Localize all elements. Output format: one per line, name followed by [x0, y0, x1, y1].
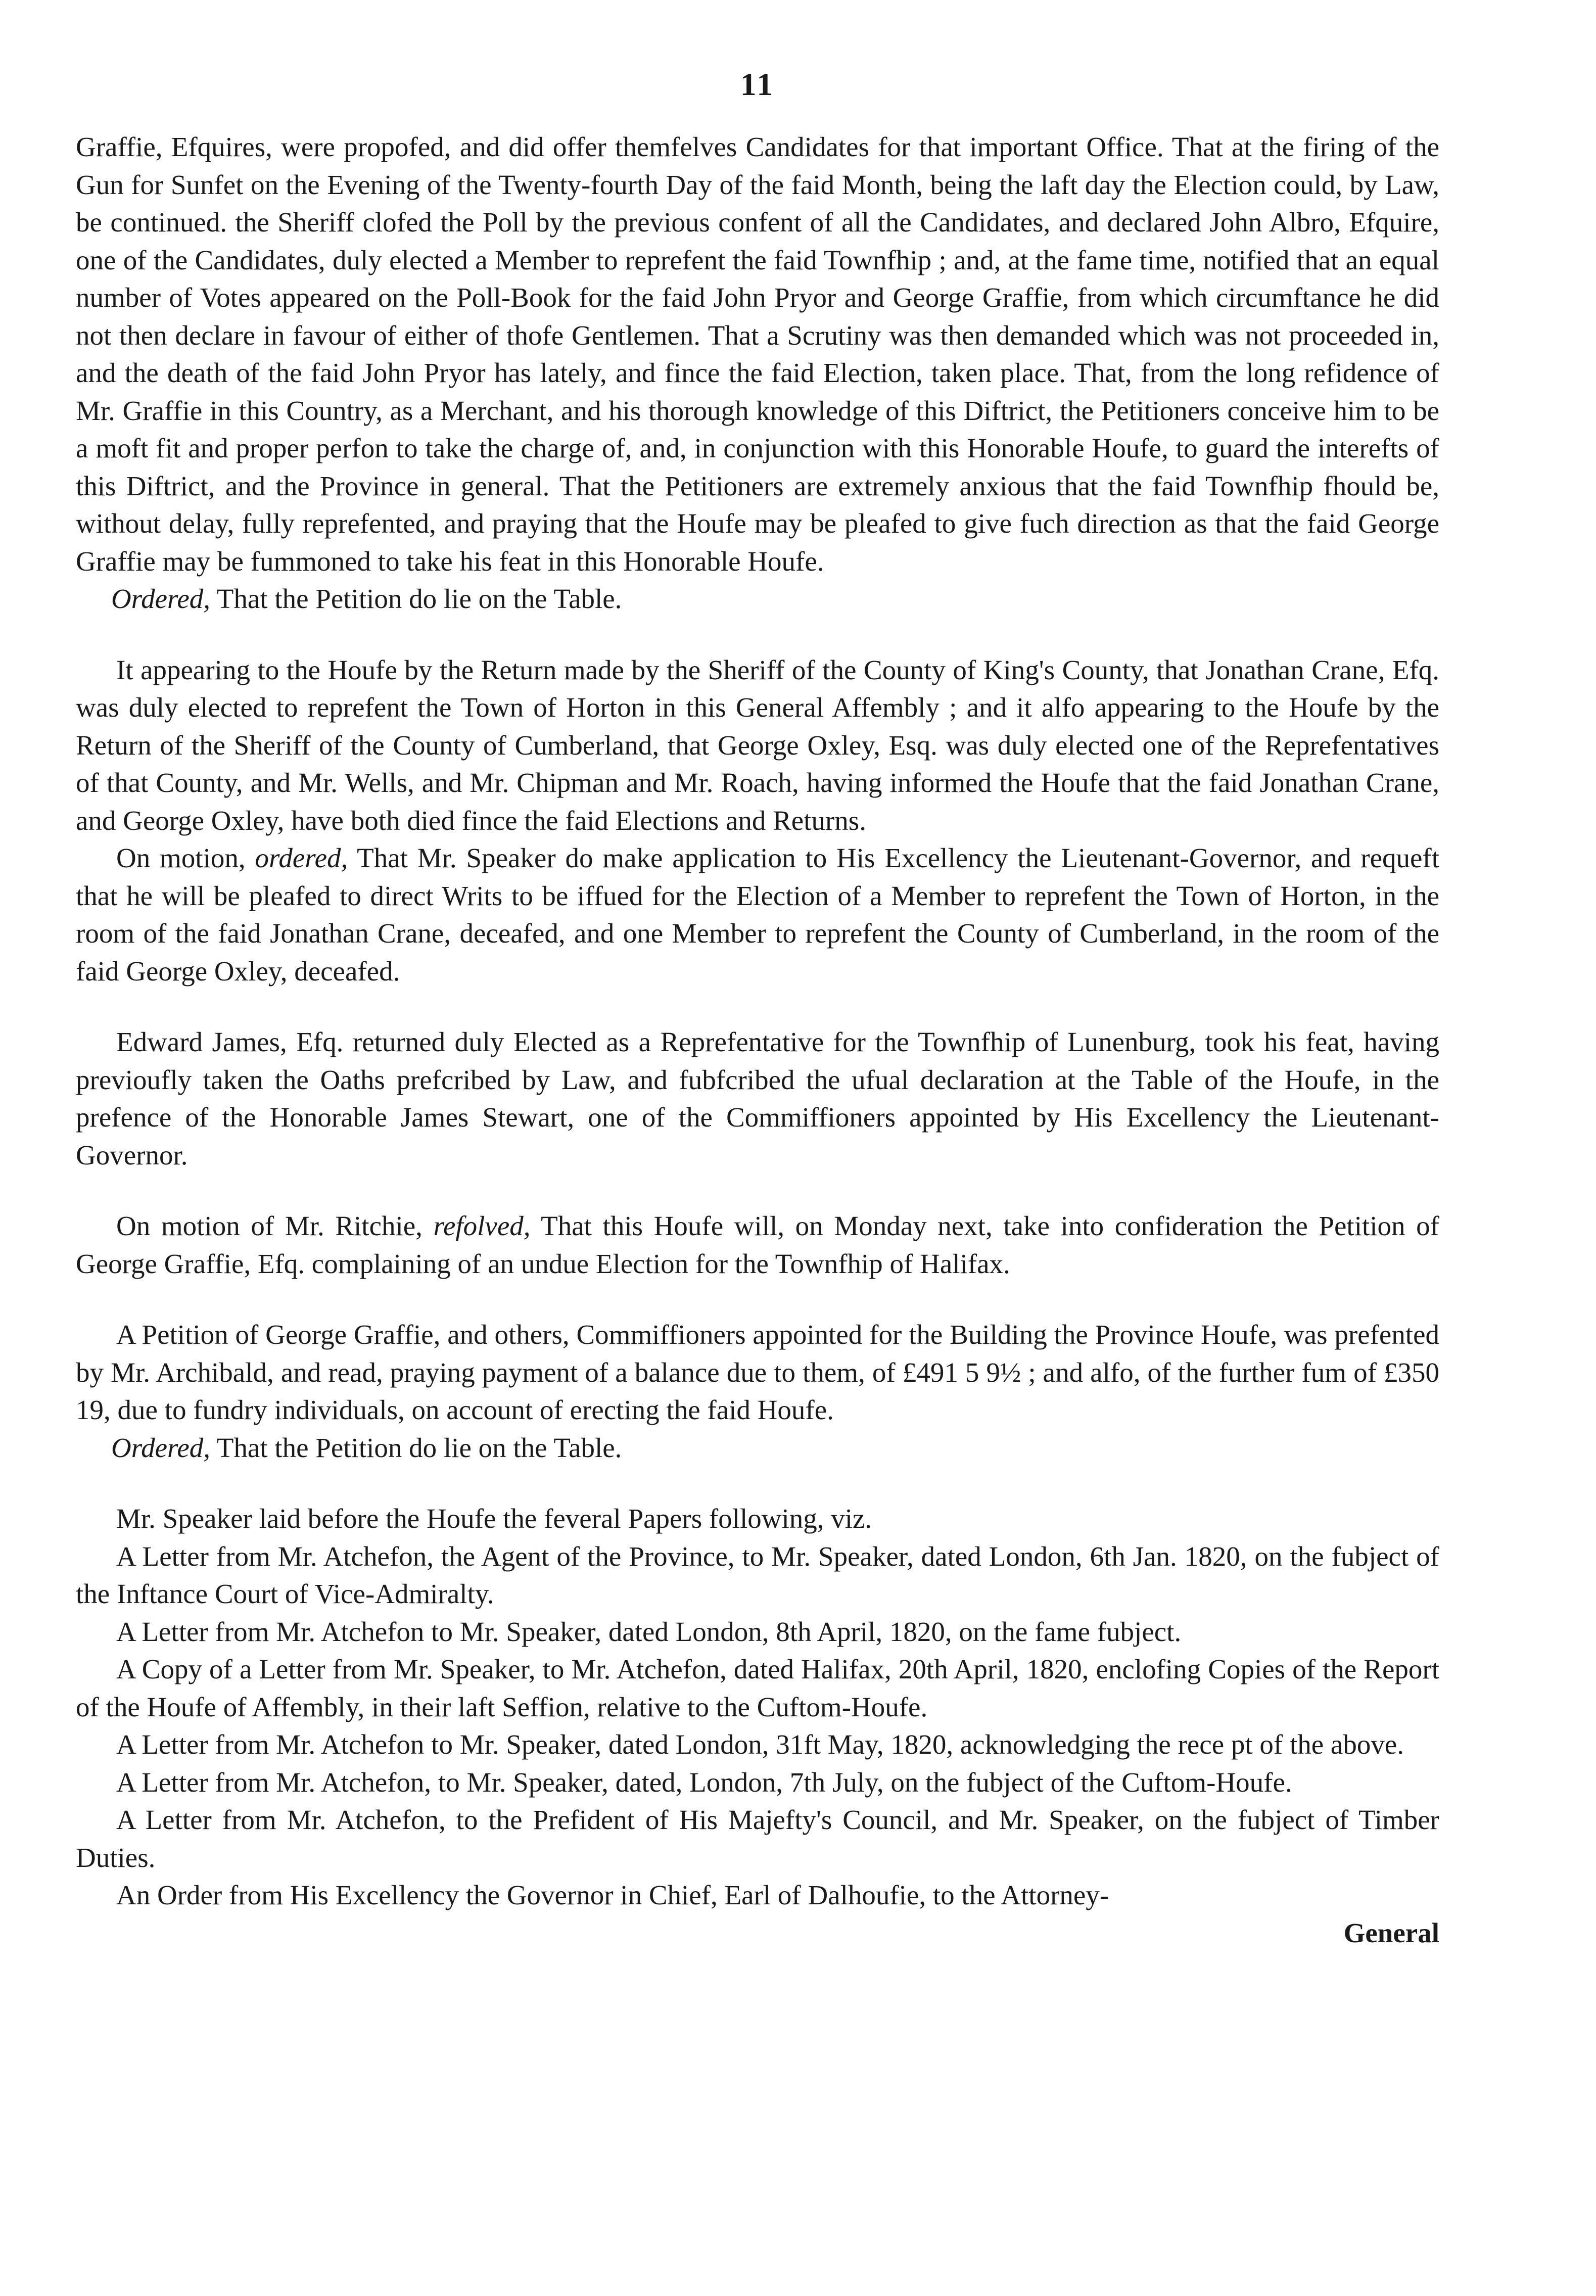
paper-item: A Letter from Mr. Atchefon, to Mr. Speaker, dated, London, 7th July, on the fubject of the Cuftom-Houfe. — [116, 1766, 1292, 1798]
paper-item: A Letter from Mr. Atchefon, to the Prefident of His Majefty's Council, and Mr. Speaker, on the fubject of Timber Duties. — [76, 1804, 1439, 1873]
order-text-2: That the Petition do lie on the Table. — [216, 1432, 622, 1463]
order-text: That the Petition do lie on the Table. — [216, 583, 622, 614]
motion-text: That Mr. Speaker do make application to His Excellency the Lieutenant-Governor, and requeft that he will be pleafed to direct Writs to be iffued for the Election of a Member to reprefent the Town of Horton, in the room of the faid Jonathan Crane, deceafed, and one Member to reprefent the County of Cumberland, in the room of the faid George Oxley, deceafed. — [76, 842, 1439, 987]
papers-intro: Mr. Speaker laid before the Houfe the feveral Papers following, viz. — [116, 1503, 872, 1534]
catchword: General — [1343, 1917, 1439, 1948]
ritchie-motion-paragraph — [76, 1207, 1439, 1283]
order-line — [76, 580, 1439, 618]
page-number: 11 — [740, 66, 775, 102]
petition-text: Graffie, Efquires, were propofed, and did offer themfelves Candidates for that important Office. That at the firing of the Gun for Sunfet on the Evening of the Twenty-fourth Day of the faid Month, being the laft day the Election could, by Law, be continued. the Sheriff clofed the Poll by the previous confent of all the Candidates, and declared John Albro, Efquire, one of the Candidates, duly elected a Member to reprefent the faid Townfhip ; and, at the fame time, notified that an equal number of Votes appeared on the Poll-Book for the faid John Pryor and George Graffie, from which circumftance he did not then declare in favour of either of thofe Gentlemen. That a Scrutiny was then demanded which was not proceeded in, and the death of the faid John Pryor has lately, and fince the faid Election, taken place. That, from the long refidence of Mr. Graffie in this Country, as a Merchant, and his thorough knowledge of this Diftrict, the Petitioners conceive him to be a moft fit and proper perfon to take the charge of, and, in conjunction with this Honorable Houfe, to guard the interefts of this Diftrict, and the Province in general. That the Petitioners are extremely anxious that the faid Townfhip fhould be, without delay, fully reprefented, and praying that the Houfe may be pleafed to give fuch direction as that the faid George Graffie may be fummoned to take his feat in this Honorable Houfe. — [76, 131, 1439, 577]
motion-paragraph — [76, 839, 1439, 990]
edward-james-paragraph: Edward James, Efq. returned duly Elected as a Reprefentative for the Townfhip of Lunenburg, took his feat, having previoufly taken the Oaths prefcribed by Law, and fubfcribed the ufual declaration at the Table of the Houfe, in the prefence of the Honorable James Stewart, one of the Commiffioners appointed by His Excellency the Lieutenant-Governor. — [76, 1026, 1439, 1170]
order-word: Ordered, — [111, 583, 211, 614]
province-house-petition: A Petition of George Graffie, and others, Commiffioners appointed for the Building the Province Houfe, was prefented by Mr. Archibald, and read, praying payment of a balance due to them, of £491 5 9½ ; and alfo, of the further fum of £350 19, due to fundry individuals, on account of erecting the faid Houfe. — [76, 1319, 1439, 1425]
paper-item: An Order from His Excellency the Governor in Chief, Earl of Dalhoufie, to the Attorney- — [116, 1880, 1109, 1910]
paper-item: A Letter from Mr. Atchefon, the Agent of the Province, to Mr. Speaker, dated London, 6th Jan. 1820, on the fubject of the Inftance Court of Vice-Admiralty. — [76, 1540, 1439, 1609]
ritchie-text: That this Houfe will, on Monday next, take into confideration the Petition of George Graffie, Efq. complaining of an undue Election for the Townfhip of Halifax. — [76, 1210, 1439, 1279]
motion-ordered: ordered, — [255, 842, 348, 873]
ritchie-lead: On motion of Mr. Ritchie, — [116, 1210, 423, 1241]
order-line-2 — [76, 1429, 1439, 1467]
return-paragraph: It appearing to the Houfe by the Return made by the Sheriff of the County of King's County, that Jonathan Crane, Efq. was duly elected to reprefent the Town of Horton in this General Affembly ; and it alfo appearing to the Houfe by the Return of the Sheriff of the County of Cumberland, that George Oxley, Esq. was duly elected one of the Reprefentatives of that County, and Mr. Wells, and Mr. Chipman and Mr. Roach, having informed the Houfe that the faid Jonathan Crane, and George Oxley, have both died fince the faid Elections and Returns. — [76, 654, 1439, 836]
motion-lead: On motion, — [116, 842, 246, 873]
paper-item: A Letter from Mr. Atchefon to Mr. Speaker, dated London, 31ft May, 1820, acknowledging the rece pt of the above. — [116, 1729, 1404, 1760]
paper-item: A Letter from Mr. Atchefon to Mr. Speaker, dated London, 8th April, 1820, on the fame fubject. — [116, 1616, 1182, 1647]
paper-item: A Copy of a Letter from Mr. Speaker, to Mr. Atchefon, dated Halifax, 20th April, 1820, enclofing Copies of the Report of the Houfe of Affembly, in their laft Seffion, relative to the Cuftom-Houfe. — [76, 1654, 1439, 1722]
ritchie-resolved: refolved, — [433, 1210, 531, 1241]
order-word-2: Ordered, — [111, 1432, 211, 1463]
